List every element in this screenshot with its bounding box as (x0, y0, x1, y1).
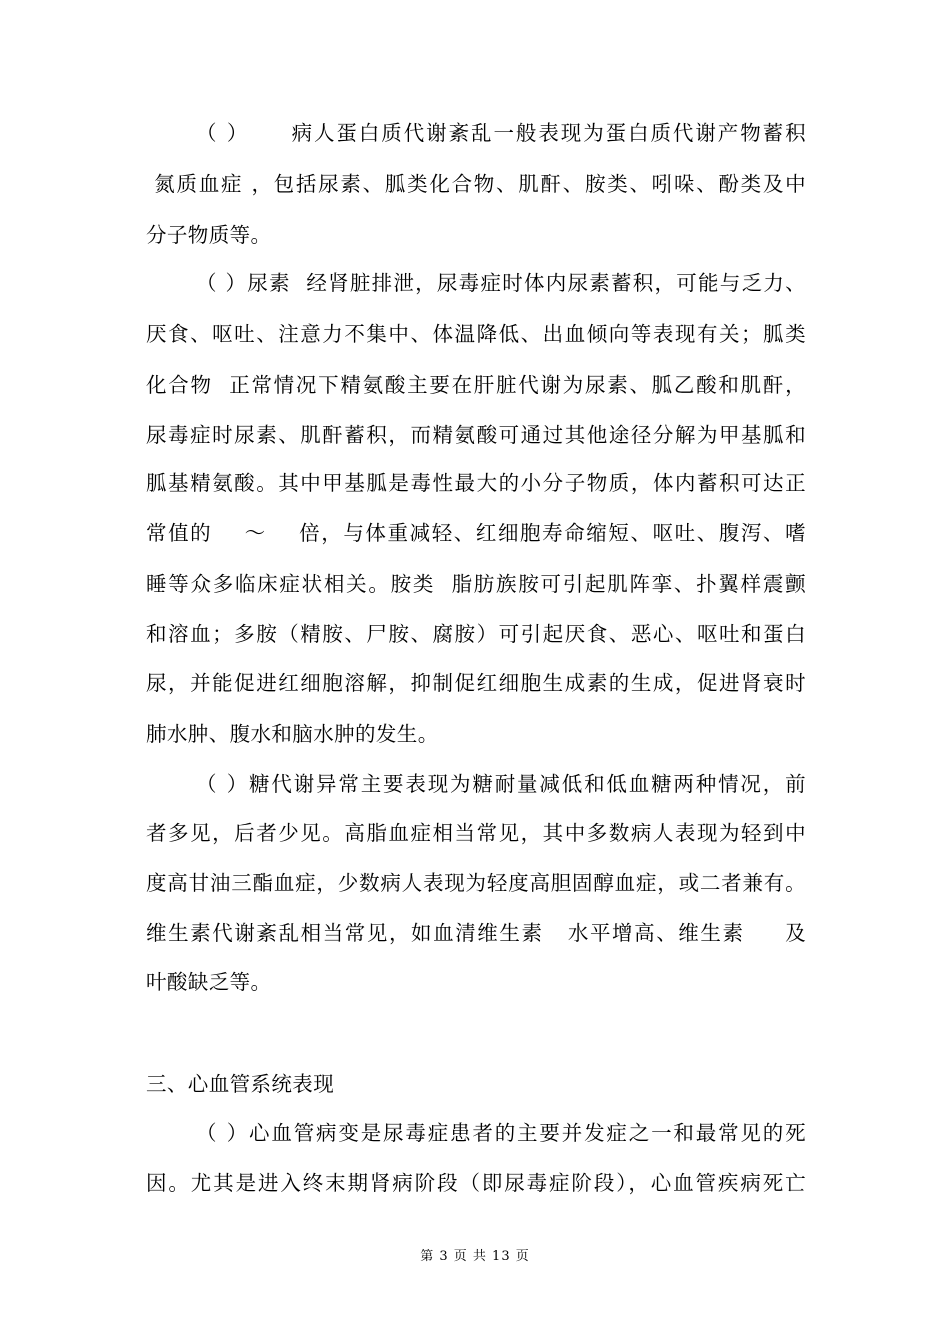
paragraph-3-line-1: （ ）糖代谢异常主要表现为糖耐量减低和低血糖两种情况，前 (196, 772, 806, 796)
paragraph-2-line-5: 胍基精氨酸。其中甲基胍是毒性最大的小分子物质，体内蓄积可达正 (146, 471, 806, 495)
section-heading: 三、心血管系统表现 (146, 1072, 335, 1096)
section-paragraph-line-1: （ ）心血管病变是尿毒症患者的主要并发症之一和最常见的死 (196, 1121, 806, 1145)
paragraph-3-line-5: 叶酸缺乏等。 (146, 970, 272, 994)
paragraph-3-line-2: 者多见，后者少见。高脂血症相当常见，其中多数病人表现为轻到中 (146, 821, 806, 845)
paragraph-2-line-3: 化合物 正常情况下精氨酸主要在肝脏代谢为尿素、胍乙酸和肌酐， (146, 373, 806, 397)
paragraph-2-line-2: 厌食、呕吐、注意力不集中、体温降低、出血倾向等表现有关；胍类 (146, 322, 806, 346)
section-paragraph-line-2: 因。尤其是进入终末期肾病阶段（即尿毒症阶段），心血管疾病死亡 (146, 1171, 806, 1195)
paragraph-1-line-2: 氮质血症 ，包括尿素、胍类化合物、肌酐、胺类、吲哚、酚类及中 (146, 172, 806, 196)
paragraph-2-line-7: 睡等众多临床症状相关。胺类 脂肪族胺可引起肌阵挛、扑翼样震颤 (146, 572, 806, 596)
paragraph-2-line-1: （ ）尿素 经肾脏排泄，尿毒症时体内尿素蓄积，可能与乏力、 (196, 271, 806, 295)
paragraph-2-line-8: 和溶血；多胺（精胺、尸胺、腐胺）可引起厌食、恶心、呕吐和蛋白 (146, 622, 806, 646)
paragraph-2-line-4: 尿毒症时尿素、肌酐蓄积，而精氨酸可通过其他途径分解为甲基胍和 (146, 423, 806, 447)
paragraph-1-line-1: （ ） 病人蛋白质代谢紊乱一般表现为蛋白质代谢产物蓄积 (196, 121, 806, 145)
paragraph-2-line-6: 常值的 ～ 倍，与体重减轻、红细胞寿命缩短、呕吐、腹泻、嗜 (146, 521, 806, 545)
paragraph-3-line-3: 度高甘油三酯血症，少数病人表现为轻度高胆固醇血症，或二者兼有。 (146, 871, 806, 895)
paragraph-2-line-9: 尿，并能促进红细胞溶解，抑制促红细胞生成素的生成，促进肾衰时 (146, 671, 806, 695)
paragraph-1-line-3: 分子物质等。 (146, 223, 272, 247)
paragraph-3-line-4: 维生素代谢紊乱相当常见，如血清维生素 水平增高、维生素 及 (146, 921, 806, 945)
page-number-footer: 第 3 页 共 13 页 (420, 1249, 530, 1264)
paragraph-2-line-10: 肺水肿、腹水和脑水肿的发生。 (146, 722, 439, 746)
